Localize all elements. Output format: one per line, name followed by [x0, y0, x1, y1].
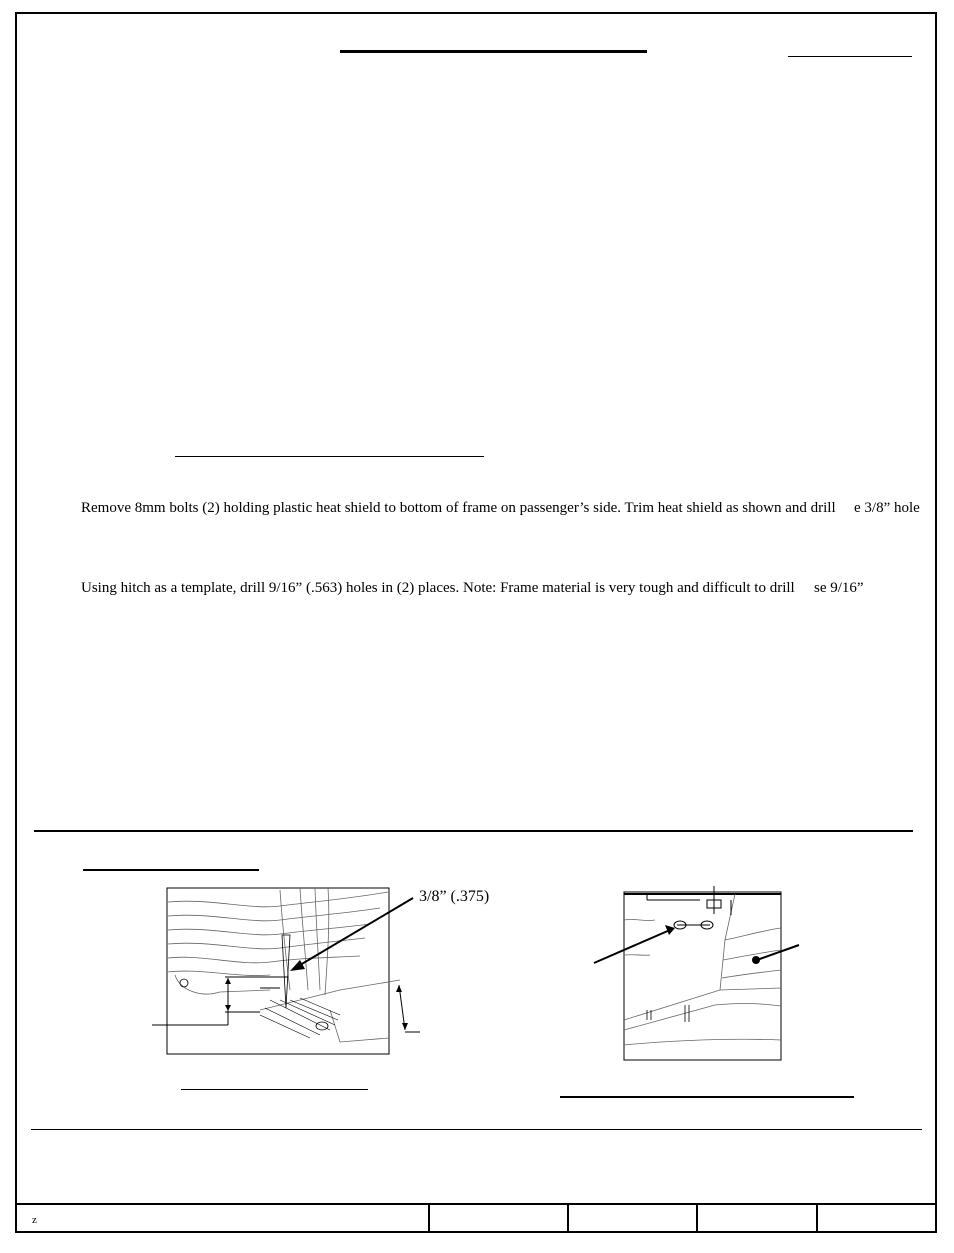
title-underline: [340, 50, 647, 53]
section-divider: [34, 830, 913, 832]
right-figure-caption-underline: [560, 1096, 854, 1098]
footer-cell-3: [696, 1203, 817, 1233]
step-template-text-cont: se 9/16”: [814, 580, 864, 596]
header-right-underline: [788, 56, 912, 57]
step-heat-shield-text-cont: e 3/8” hole: [854, 500, 920, 516]
hitch-frame-figure: [585, 880, 815, 1070]
left-figure-caption-underline: [181, 1089, 368, 1090]
step-template-text: Using hitch as a template, drill 9/16” (.563) holes in (2) places. Note: Frame material is very tough and difficult to drill: [81, 580, 795, 596]
footer-cell-4: [816, 1203, 936, 1233]
figure-section-heading-underline: [83, 869, 259, 871]
footer-cell-2: [567, 1203, 697, 1233]
bottom-divider: [31, 1129, 922, 1130]
footer-code: z: [32, 1214, 37, 1226]
heat-shield-drill-figure: [140, 880, 440, 1080]
section-heading-underline: [175, 456, 484, 457]
footer-cell-1: [428, 1203, 568, 1233]
step-heat-shield-text: Remove 8mm bolts (2) holding plastic heat shield to bottom of frame on passenger’s side. Trim heat shield as shown and drill: [81, 500, 836, 516]
hole-dimension-label: 3/8” (.375): [419, 888, 490, 905]
